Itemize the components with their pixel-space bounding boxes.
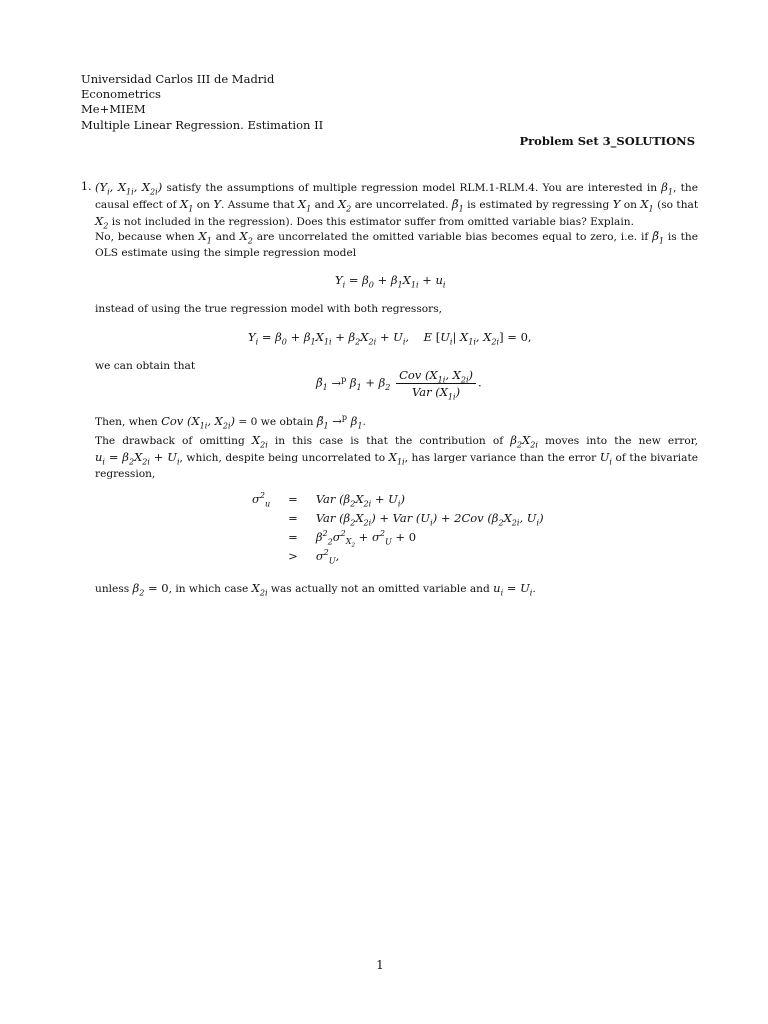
answer-paragraph-1: No, because when $X_1$ and $X_2$ are uncorrelated the omitted variable bias becomes equal to zero, i.e. if $\betã_1$ is the OLS estimate using the simple regression model — [95, 229, 698, 259]
question-text: ($Y_i$, $X_{1i}$, $X_{2i}$) satisfy the assumptions of multiple regression model RLM.1-RLM.4. You are interested in $\beta_1$, the causal effect of $X_1$ on Y. Assume that $X_1$ and $X_2$ are uncorrelated. $\betã_1$ is estimated by regressing Y on $X_1$ (so that $X_2$ is not included in the regression). Does this estimator suffer from omitted variable bias? Explain. — [95, 180, 699, 231]
simple-regression-equation: $Y_i = \beta_0 + \beta_1X_{1i} + u_i$ — [335, 273, 446, 290]
derivation-row: = $\beta^2_2\sigma^2_{X_2} + \sigma^2_U + 0$ — [288, 529, 417, 549]
bias-formula: $\betã_1 \to^p$ $\beta_1 + \beta_2$ $\frac{Cov (X_{1i}, X_{2i})}{Var (X_{1i})}$ . — [316, 368, 482, 402]
answer-paragraph-6: unless $\beta_2 = 0$, in which case $X_{2i}$ was actually not an omitted variable and $u_i = U_i$. — [95, 581, 536, 598]
question-number: 1. — [81, 180, 92, 193]
variance-derivation — [246, 490, 550, 566]
page-number: 1 — [376, 958, 384, 972]
problem-set-title: Problem Set 3_SOLUTIONS — [519, 134, 695, 148]
derivation-row: = Var $(\beta_2X_{2i})$ + Var $(U_i) + 2Cov$ ($\beta_2X_{2i}$, $U_i$) — [288, 511, 544, 528]
answer-paragraph-5: The drawback of omitting $X_{2i}$ in this case is that the contribution of $\beta_2X_{2i}$ moves into the new error, $u_i = \beta_2X_{2i} + U_i$, which, despite being uncorrelated to $X_{1i}$, has larger variance than the error $U_i$ of the bivariate regression, — [95, 433, 699, 480]
answer-paragraph-4: Then, when Cov ($X_{1i}$, $X_{2i}) = 0$ we obtain $\betã_1 \to^p$ $\beta_1$. — [95, 413, 366, 431]
header-course: Econometrics — [81, 87, 161, 101]
full-regression-equation: $Y_i = \beta_0 + \beta_1X_{1i} + \beta_2X_{2i} + U_i$, E [$U_i|$ $X_{1i}$, $X_{2i}] = 0$, — [248, 330, 532, 347]
header-program: Me+MIEM — [81, 102, 146, 116]
answer-paragraph-2: instead of using the true regression model with both regressors, — [95, 303, 443, 315]
header-university: Universidad Carlos III de Madrid — [81, 72, 275, 86]
header-topic: Multiple Linear Regression. Estimation II — [81, 118, 324, 132]
derivation-row: > $\sigma^2_U$, — [288, 548, 340, 566]
answer-paragraph-3: we can obtain that — [95, 360, 196, 372]
derivation-row: $\sigma^2_u$ = Var $(\beta_2X_{2i} + U_i)$ — [252, 491, 405, 509]
